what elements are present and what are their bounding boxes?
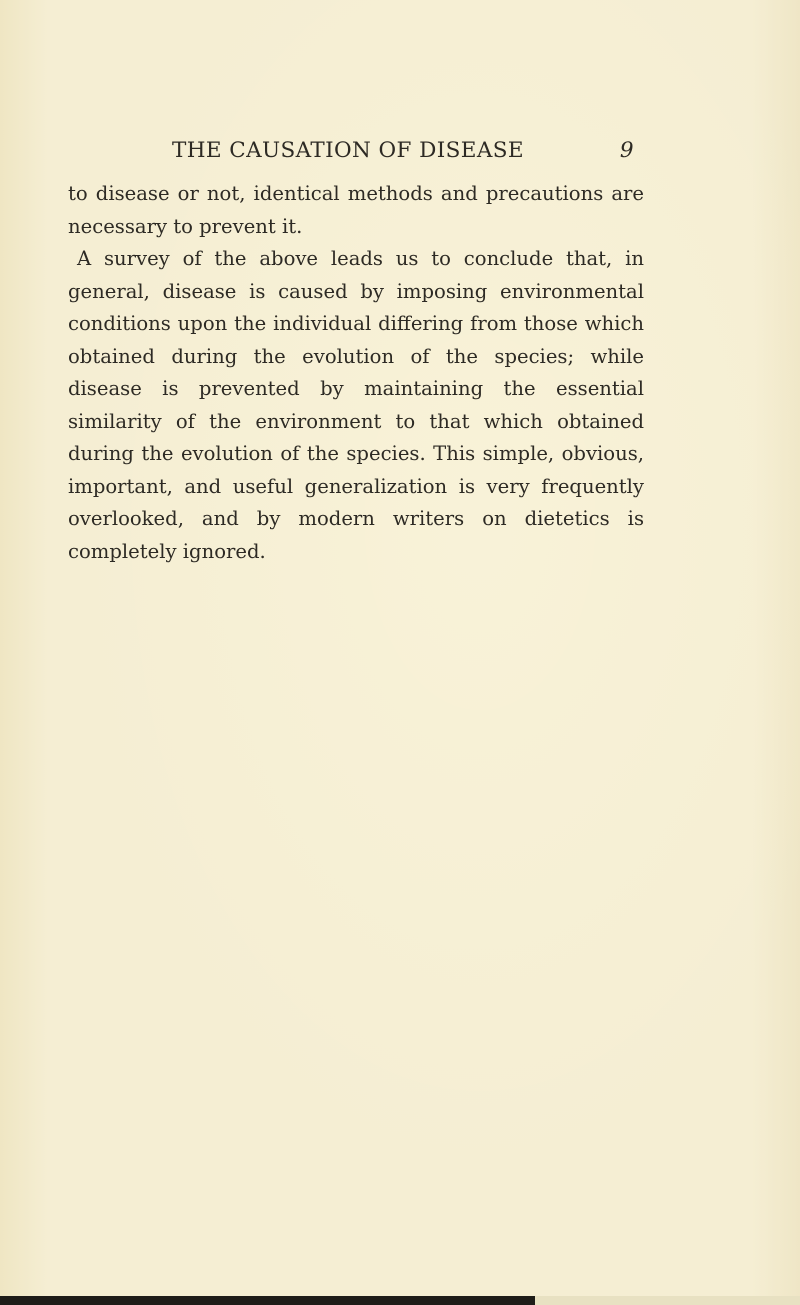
paragraph-continuation: to disease or not, identical methods and precautions are necessary to prevent it. bbox=[68, 182, 644, 238]
running-head bbox=[172, 138, 634, 172]
body-text bbox=[68, 178, 644, 568]
running-title: THE CAUSATION OF DISEASE bbox=[172, 138, 524, 163]
page-number: 9 bbox=[619, 138, 634, 163]
page-bottom-edge-light bbox=[535, 1296, 800, 1305]
paragraph-conclusion: A survey of the above leads us to conclude that, in general, disease is caused by imposing environmental conditions upon the individual differing from those which obtained during the evolution of the species; while disease is prevented by maintaining the essential similarity of the environment to that which obtained during the evolution of the species. This simple, obvious, important, and useful generalization is very frequently overlooked, and by modern writers on dietetics is completely ignored. bbox=[68, 247, 644, 563]
